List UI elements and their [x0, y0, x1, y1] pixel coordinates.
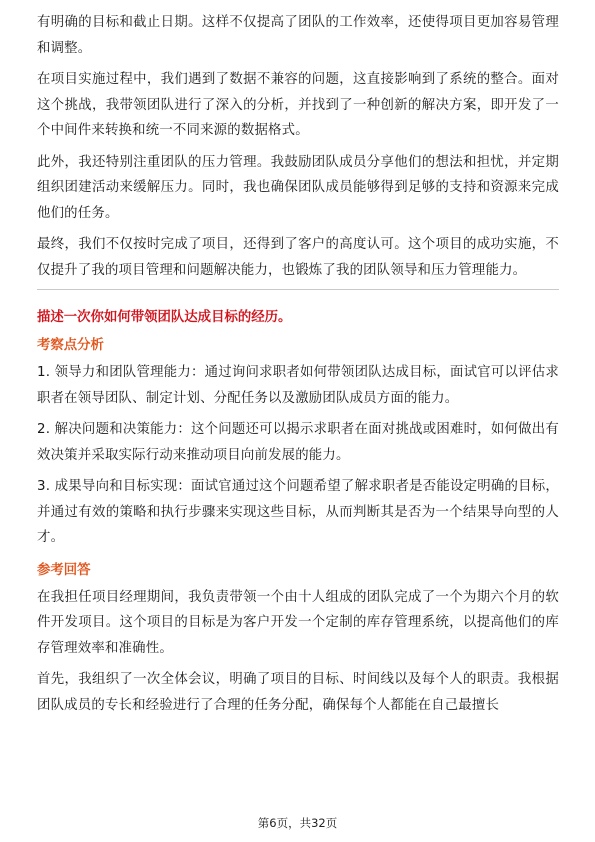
page-footer: 第6页，共32页: [257, 816, 338, 830]
body-paragraph: 此外，我还特别注重团队的压力管理。我鼓励团队成员分享他们的想法和担忧，并定期组织团建活动来缓解压力。同时，我也确保团队成员能够得到足够的支持和资源来完成他们的任务。: [37, 154, 559, 221]
body-paragraph: 有明确的目标和截止日期。这样不仅提高了团队的工作效率，还使得项目更加容易管理和调整。: [37, 15, 559, 56]
body-paragraph: 最终，我们不仅按时完成了项目，还得到了客户的高度认可。这个项目的成功实施，不仅提升了我的项目管理和问题解决能力，也锻炼了我的团队领导和压力管理能力。: [37, 237, 559, 278]
reference-paragraph: 在我担任项目经理期间，我负责带领一个由十人组成的团队完成了一个为期六个月的软件开发项目。这个项目的目标是为客户开发一个定制的库存管理系统，以提高他们的库存管理效率和准确性。: [37, 589, 559, 656]
analysis-item: 1. 领导力和团队管理能力：通过询问求职者如何带领团队达成目标，面试官可以评估求职者在领导团队、制定计划、分配任务以及激励团队成员方面的能力。: [37, 365, 559, 406]
reference-paragraph: 首先，我组织了一次全体会议，明确了项目的目标、时间线以及每个人的职责。我根据团队成员的专长和经验进行了合理的任务分配，确保每个人都能在自己最擅长: [37, 672, 559, 713]
section-divider: [37, 289, 559, 290]
analysis-heading: 考察点分析: [37, 338, 104, 353]
interview-question: 描述一次你如何带领团队达成目标的经历。: [37, 310, 292, 325]
analysis-item: 3. 成果导向和目标实现：面试官通过这个问题希望了解求职者是否能设定明确的目标，并通过有效的策略和执行步骤来实现这些目标，从而判断其是否为一个结果导向型的人才。: [37, 479, 559, 545]
page-content: [37, 10, 559, 724]
body-paragraph: 在项目实施过程中，我们遇到了数据不兼容的问题，这直接影响到了系统的整合。面对这个挑战，我带领团队进行了深入的分析，并找到了一种创新的解决方案，即开发了一个中间件来转换和统一不同来源的数据格式。: [37, 72, 559, 138]
analysis-item: 2. 解决问题和决策能力：这个问题还可以揭示求职者在面对挑战或困难时，如何做出有效决策并采取实际行动来推动项目向前发展的能力。: [37, 422, 559, 463]
reference-heading: 参考回答: [37, 562, 91, 578]
